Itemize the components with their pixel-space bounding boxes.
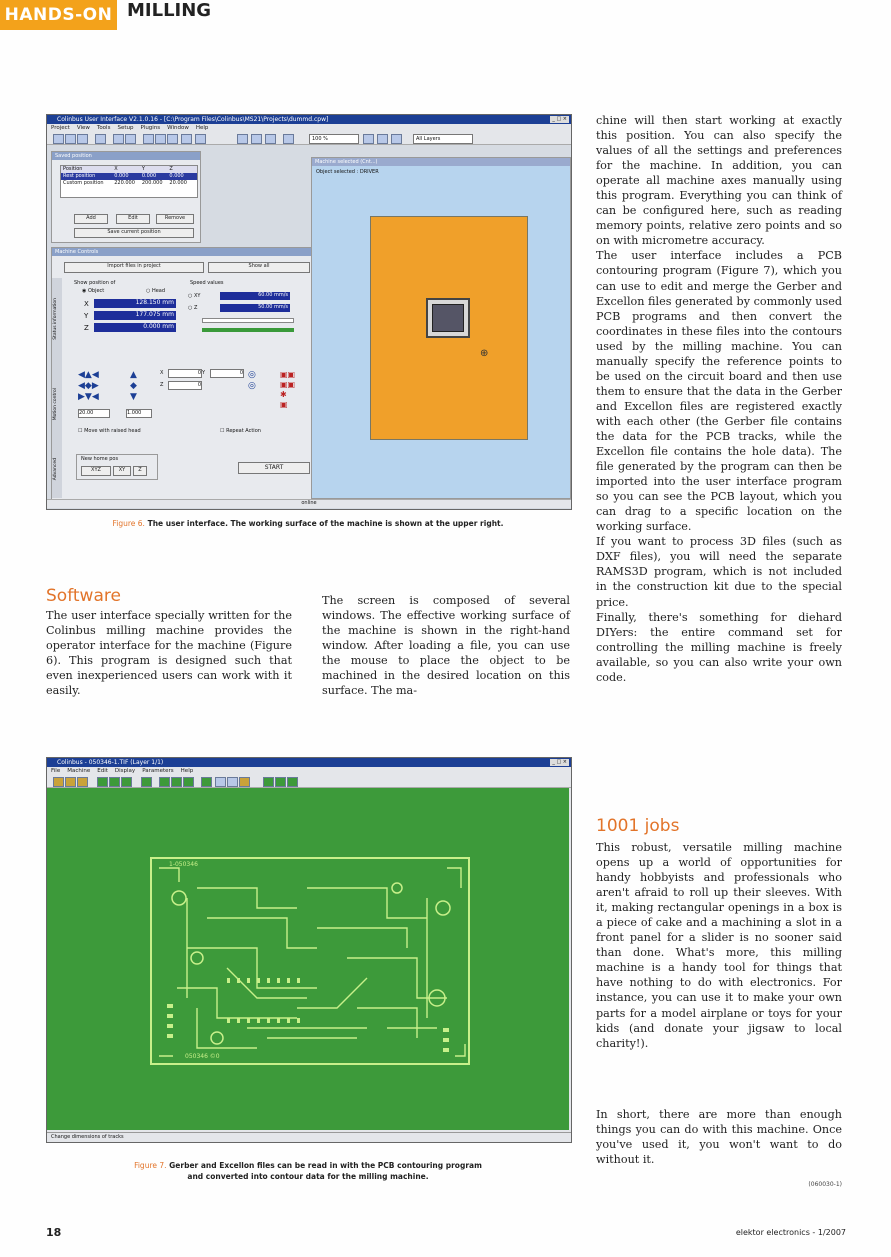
toolbar-button[interactable] [167, 134, 178, 144]
figure-number: Figure 6. [112, 519, 145, 528]
paragraph: chine will then start working at exactly this position. You can also specify the values of all the settings and preferences for the machine. In addition, you can operate all machine axes manually using this program. Everything you can think of can be configured here, such as reading memory points, relative zero points and so on with micrometre accuracy. [596, 114, 842, 248]
speed-slider[interactable] [202, 318, 294, 323]
axis-value-x: 128.150 mm [94, 299, 176, 308]
side-tab-strip [52, 278, 62, 498]
toolbar-button[interactable] [265, 134, 276, 144]
fig6-menu-bar [47, 124, 571, 132]
zoom-in-icon[interactable] [363, 134, 374, 144]
cell: Rest position [63, 173, 96, 179]
progress-bar [202, 328, 294, 332]
toolbar-button[interactable] [181, 134, 192, 144]
caption-text-line2: and converted into contour data for the milling machine. [187, 1172, 429, 1181]
software-left-column: The user interface specially written for the Colinbus milling machine provides the operator interface for the machine (Figure 6). This program is designed such that even inexperienced users can work with it easily. [46, 609, 292, 698]
speed-values-label: Speed values [190, 280, 224, 286]
open-file-icon[interactable] [53, 777, 64, 787]
paragraph: The user interface includes a PCB contouring program (Figure 7), which you can use to edit and merge the Gerber and Excellon files generated by commonly used PCB programs and then convert the coordinates in these files into the contours used by the milling machine. You can manually specify the reference points to be used on the circuit board and then use them to ensure that the data in the Gerber and Excellon files are registered exactly with each other (the Gerber file contains the data for the PCB tracks, while the Excellon file contains the hole data). The file generated by the program can then be imported into the user interface program so you can see the PCB layout, which you can drag to a specific location on the working surface. [596, 249, 842, 534]
speed-axis-z[interactable]: ○ Z [188, 305, 198, 311]
toolbar-button[interactable] [143, 134, 154, 144]
toolbar-button[interactable] [113, 134, 124, 144]
caption-text: Gerber and Excellon files can be read in with the PCB contouring program [169, 1161, 482, 1170]
page-header-title: MILLING [127, 0, 212, 21]
toolbar-button[interactable] [53, 134, 64, 144]
table-row[interactable] [61, 173, 197, 180]
cell: Custom position [63, 180, 104, 186]
toolbar-button[interactable] [155, 134, 166, 144]
section-tag: HANDS-ON [0, 0, 117, 30]
save-current-position-button[interactable]: Save current position [74, 228, 194, 238]
menu-item[interactable]: Machine [67, 768, 91, 774]
tool-icons[interactable]: ▣▣ ▣▣ ✱ ▣ [280, 370, 296, 409]
x-field[interactable]: 0 [168, 369, 202, 378]
figure-6-caption [46, 518, 570, 529]
toolbar-button[interactable] [141, 777, 152, 787]
toolbar-button[interactable] [283, 134, 294, 144]
x-field-label: X [160, 370, 164, 376]
fig6-window-title: Colinbus User Interface V2.1.0.16 - [C:\Program Files\Colinbus\MS21\Projects\dummd.cpw] _ □ × [47, 115, 571, 124]
toolbar-button[interactable] [215, 777, 226, 787]
toolbar-button[interactable] [183, 777, 194, 787]
placed-pcb-object[interactable] [426, 298, 470, 338]
menu-item[interactable]: Edit [97, 768, 108, 774]
axis-value-z: 0.000 mm [94, 323, 176, 332]
caption-text: The user interface. The working surface of the machine is shown at the upper right. [147, 519, 504, 528]
fig7-toolbar [47, 775, 571, 788]
toolbar-button[interactable] [95, 134, 106, 144]
crosshair-icon: ⊕ [480, 348, 489, 359]
figure-6-screenshot [46, 114, 572, 510]
paragraph: In short, there are more than enough things you can do with this machine. Once you've used it, you won't want to do without it. [596, 1108, 842, 1167]
cell: 0.000 [169, 173, 184, 179]
toolbar-button[interactable] [97, 777, 108, 787]
tab-status-information[interactable]: Status information [53, 298, 58, 340]
tab-advanced[interactable]: Advanced [53, 458, 58, 481]
page-number: 18 [46, 1226, 62, 1239]
pcb-canvas[interactable] [47, 788, 569, 1130]
edit-button[interactable]: Edit [116, 214, 150, 224]
toolbar-button[interactable] [159, 777, 170, 787]
toolbar-button[interactable] [121, 777, 132, 787]
pcb-label-bottom: 050346 ©0 [185, 1053, 220, 1060]
cell: 220.000 [114, 180, 135, 186]
toolbar-button[interactable] [109, 777, 120, 787]
speed-value-xy: 60.00 mm/s [220, 292, 290, 300]
machine-controls-panel [51, 247, 317, 505]
fig7-window-title: Colinbus - 050346-1.TIF (Layer 1/1) _ □ × [47, 758, 571, 767]
menu-item[interactable]: Window [167, 125, 189, 131]
remove-button[interactable]: Remove [156, 214, 194, 224]
menu-item[interactable]: Project [51, 125, 70, 131]
column-header: Y [141, 166, 145, 172]
show-all-button[interactable]: Show all [208, 262, 310, 273]
paragraph: This robust, versatile milling machine opens up a world of opportunities for handy hobbyists and professionals who aren't afraid to roll up their sleeves. With it, making rectangular openings in a box is a piece of cake and a machining a slot in a front panel for a slider is no sooner said than done. What's more, this milling machine is a handy tool for things that have nothing to do with electronics. For instance, you can use it to make your own parts for a model airplane or toys for your kids (and donate your jigsaw to local charity!). [596, 841, 842, 1050]
z-field-label: Z [160, 382, 164, 388]
step-select-xy[interactable]: 20.00 [78, 409, 110, 418]
toolbar-button[interactable] [237, 134, 248, 144]
menu-item[interactable]: Tools [96, 125, 111, 131]
speed-value-z: 50.00 mm/s [220, 304, 290, 312]
toolbar-button[interactable] [263, 777, 274, 787]
conclusion-column [596, 1107, 842, 1167]
pcb-label-top: 1-050346 [169, 861, 198, 868]
saved-position-panel [51, 151, 201, 243]
fig7-status-bar: Change dimensions of tracks [47, 1132, 572, 1142]
toolbar-button[interactable] [195, 134, 206, 144]
show-position-label: Show position of [74, 280, 116, 286]
column-header: Position [63, 166, 83, 172]
saved-position-table [60, 165, 198, 198]
toolbar-button[interactable] [275, 777, 286, 787]
fig6-toolbar [47, 132, 571, 145]
head-radio-label: Head [151, 288, 166, 294]
home-xyz-button[interactable]: XYZ [81, 466, 111, 476]
object-radio[interactable]: ◉ Object [82, 288, 105, 294]
column-header: X [114, 166, 118, 172]
axis-label-y: Y [84, 312, 89, 320]
repeat-action-checkbox[interactable]: ☐ Repeat Action [220, 428, 261, 434]
toolbar-button[interactable] [171, 777, 182, 787]
menu-item[interactable]: Parameters [142, 768, 174, 774]
software-middle-column: The screen is composed of several windows. The effective working surface of the machine is shown in the right-hand window. After loading a file, you can use the mouse to place the object to be machined in the desired location on this surface. The ma- [322, 594, 570, 698]
speed-axis-xy[interactable]: ○ XY [188, 293, 201, 299]
zoom-fit-icon[interactable] [391, 134, 402, 144]
window-controls[interactable]: _ □ × [552, 116, 567, 122]
toolbar-button[interactable] [65, 134, 76, 144]
right-column [596, 113, 842, 685]
jog-arrow-pad[interactable]: ◀▲◀ ◀◆▶ ▶▼◀ [78, 370, 99, 402]
save-icon[interactable] [65, 777, 76, 787]
table-row[interactable] [61, 180, 197, 187]
article-reference: (060030-1) [808, 1181, 842, 1188]
fig7-menu-bar [47, 767, 571, 775]
y-field-label: Y [202, 370, 206, 376]
axis-label-x: X [84, 300, 89, 308]
paragraph: Finally, there's something for diehard DIYers: the entire command set for controlling the milling machine is freely available, so you can also write your own code. [596, 610, 842, 684]
toolbar-button[interactable] [287, 777, 298, 787]
menu-item[interactable]: Plugins [140, 125, 161, 131]
jobs-column [596, 840, 842, 1051]
cell: 20.000 [169, 180, 187, 186]
cell: 200.000 [141, 180, 163, 186]
zoom-icon[interactable] [227, 777, 238, 787]
table-header [61, 166, 197, 173]
toolbar-button[interactable] [201, 777, 212, 787]
cell: 0.000 [141, 173, 157, 179]
menu-item[interactable]: Setup [117, 125, 134, 131]
axis-value-y: 177.075 mm [94, 311, 176, 320]
object-radio-label: Object [87, 288, 105, 294]
y-field[interactable]: 0 [210, 369, 244, 378]
menu-item[interactable]: File [51, 768, 61, 774]
section-heading-software: Software [46, 586, 121, 606]
menu-item[interactable]: Display [114, 768, 136, 774]
pcb-layout [47, 788, 569, 1130]
toolbar-button[interactable] [77, 134, 88, 144]
column-header: Z [169, 166, 173, 172]
toolbar-button[interactable] [239, 777, 250, 787]
figure-7-screenshot [46, 757, 572, 1143]
z-field[interactable]: 0 [168, 381, 202, 390]
add-button[interactable]: Add [74, 214, 108, 224]
figure-7-caption [46, 1160, 570, 1182]
cell: 0.000 [114, 173, 129, 179]
panel-heading: Saved position [52, 152, 200, 160]
paragraph: If you want to process 3D files (such as DXF files), you will need the separate RAMS3D program, which is not included in the construction kit due to the special price. [596, 535, 842, 609]
step-select-z[interactable]: 1.000 [126, 409, 152, 418]
toolbar-button[interactable] [251, 134, 262, 144]
panel-heading: Machine selected (Cnt...) [312, 158, 570, 166]
goto-icon[interactable]: ◎ ◎ [248, 370, 256, 391]
workspace-panel [311, 157, 571, 499]
toolbar-button[interactable] [77, 777, 88, 787]
new-home-group [76, 454, 158, 480]
menu-item[interactable]: Help [195, 125, 209, 131]
figure-number: Figure 7. [134, 1161, 167, 1170]
layers-select[interactable]: All Layers [413, 134, 473, 144]
home-z-button[interactable]: Z [133, 466, 147, 476]
home-xy-button[interactable]: XY [113, 466, 131, 476]
jog-z-pad[interactable]: ▲ ◆ ▼ [130, 370, 137, 402]
tab-motion-control[interactable]: Motion control [53, 388, 58, 421]
fig6-status-bar: online [47, 499, 571, 508]
menu-item[interactable]: View [76, 125, 90, 131]
window-controls[interactable]: _ □ × [552, 759, 567, 765]
section-heading-1001-jobs: 1001 jobs [596, 816, 680, 836]
zoom-select[interactable]: 100 % [309, 134, 359, 144]
axis-label-z: Z [84, 324, 89, 332]
toolbar-button[interactable] [125, 134, 136, 144]
object-selected-label: Object selected : DRIVER [316, 169, 379, 175]
head-radio[interactable]: ○ Head [146, 288, 166, 294]
move-raised-checkbox[interactable]: ☐ Move with raised head [78, 428, 141, 434]
panel-heading: Machine Controls [52, 248, 316, 256]
start-button[interactable]: START [238, 462, 310, 474]
new-home-label: New home pos [81, 456, 119, 462]
menu-item[interactable]: Help [180, 768, 194, 774]
import-files-button[interactable]: Import files in project [64, 262, 204, 273]
zoom-out-icon[interactable] [377, 134, 388, 144]
magazine-footer: elektor electronics - 1/2007 [735, 1228, 846, 1237]
